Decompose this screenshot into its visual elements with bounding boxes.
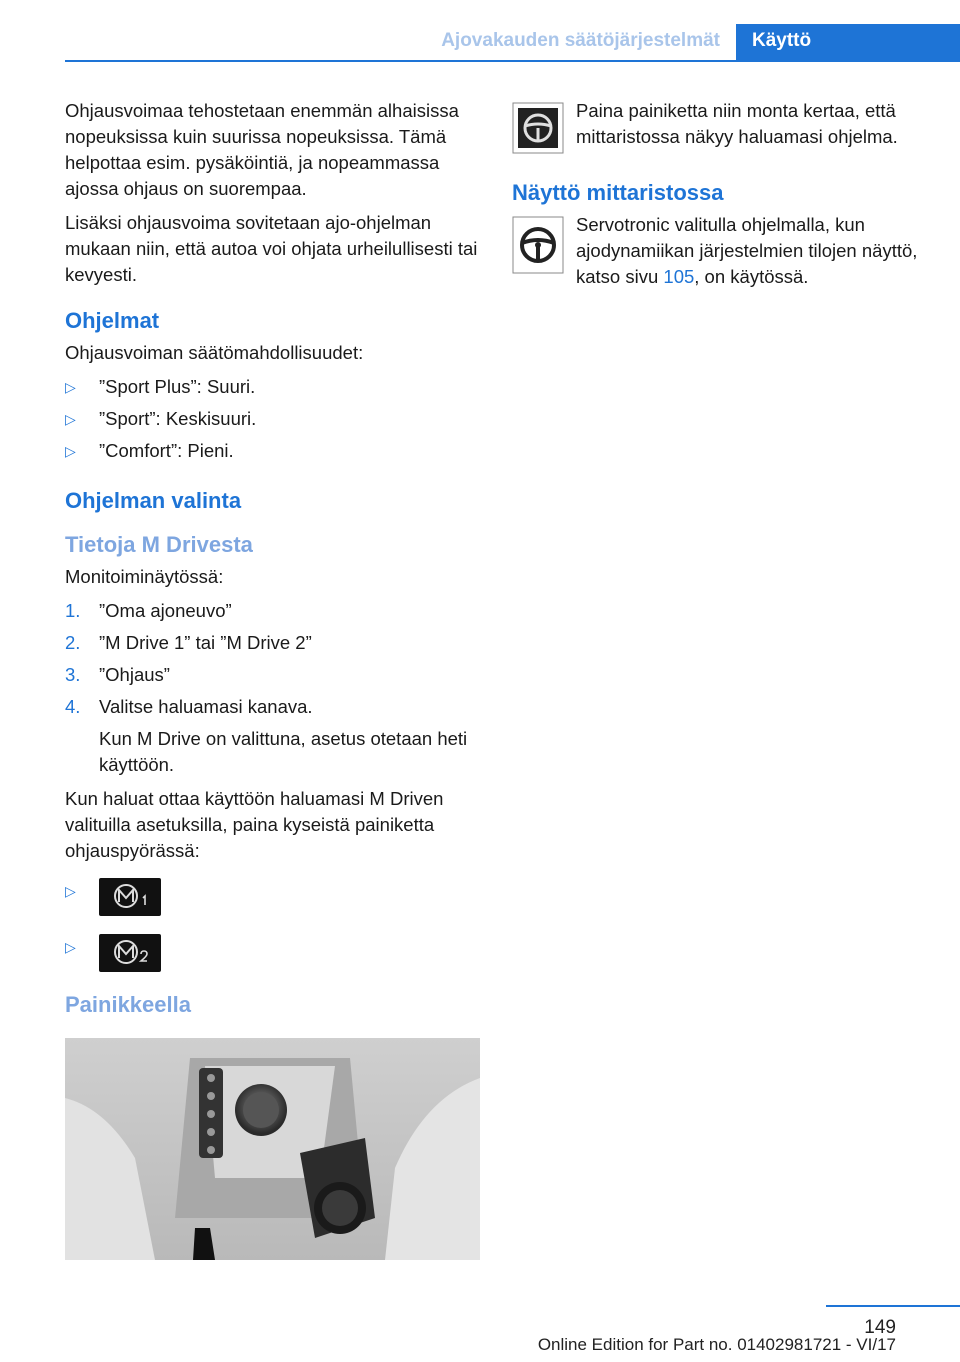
- header-section-title: Ajovakauden säätöjärjestelmät: [441, 30, 720, 51]
- header-rule: [65, 60, 960, 62]
- mdrive-intro: Monitoiminäytössä:: [65, 566, 224, 587]
- list-item: ▷ ”Sport Plus”: Suuri.: [65, 374, 483, 400]
- center-console-photo: [65, 1038, 480, 1260]
- steering-wheel-button-icon: [512, 102, 564, 154]
- paragraph-intro: Ohjausvoimaa tehostetaan enemmän alhaisissa nopeuksissa kuin suurissa nopeuksissa. Tämä helpottaa esim. pysäköintiä, ja nopeammassa ajossa ohjaus on suorempaa.: [65, 100, 459, 199]
- list-item: 3. ”Ohjaus”: [65, 664, 170, 685]
- steps-list: [65, 598, 483, 720]
- paragraph-display-text: Servotronic valitulla ohjelmalla, kun ajodynamiikan järjestelmien tilojen näyttö, katso sivu 105, on käytössä.: [576, 214, 918, 287]
- steering-wheel-indicator-icon: [512, 216, 564, 274]
- m-drive-1-button-icon: [99, 878, 161, 916]
- programs-intro: Ohjausvoiman säätömahdollisuudet:: [65, 342, 364, 363]
- heading-button: Painikkeella: [65, 992, 191, 1017]
- press-button-block: [512, 98, 932, 164]
- triangle-bullet-icon: ▷: [65, 883, 76, 899]
- triangle-bullet-icon: ▷: [65, 379, 76, 395]
- list-item: ▷ ”Sport”: Keskisuuri.: [65, 406, 483, 432]
- list-item: 1. ”Oma ajoneuvo”: [65, 600, 232, 621]
- edition-footer: Online Edition for Part no. 01402981721 - VI/17: [537, 1335, 896, 1354]
- heading-mdrive: Tietoja M Drivesta: [65, 532, 253, 557]
- footer-rule: [826, 1305, 960, 1307]
- step4-note: Kun M Drive on valittuna, asetus otetaan heti käyttöön.: [99, 728, 468, 775]
- paragraph-adaptation: Lisäksi ohjausvoima sovitetaan ajo-ohjelman mukaan niin, että autoa voi ohjata urheilullisesti tai kevyesti.: [65, 212, 478, 285]
- page-number: 149: [864, 1317, 896, 1338]
- triangle-bullet-icon: ▷: [65, 939, 76, 955]
- paragraph-press-button: Paina painiketta niin monta kertaa, että mittaristossa näkyy haluamasi ohjelma.: [576, 100, 898, 147]
- list-item: 4. Valitse haluamasi kanava.: [65, 696, 313, 717]
- triangle-bullet-icon: ▷: [65, 443, 76, 459]
- triangle-bullet-icon: ▷: [65, 411, 76, 427]
- heading-display: Näyttö mittaristossa: [512, 180, 724, 205]
- display-block: [512, 212, 932, 290]
- list-item: 2. ”M Drive 1” tai ”M Drive 2”: [65, 632, 312, 653]
- right-column: [512, 98, 932, 298]
- m-drive-2-button-icon: [99, 934, 161, 972]
- left-column: [65, 98, 483, 1267]
- heading-programs: Ohjelmat: [65, 308, 160, 333]
- programs-list: [65, 374, 483, 464]
- page-reference-link[interactable]: 105: [663, 266, 695, 287]
- mdrive1-item: [65, 878, 483, 924]
- mdrive2-item: [65, 934, 483, 980]
- paragraph-mdrive-buttons: Kun haluat ottaa käyttöön haluamasi M Driven valituilla asetuksilla, paina kyseistä painiketta ohjauspyörässä:: [65, 788, 444, 861]
- list-item: ▷ ”Comfort”: Pieni.: [65, 438, 483, 464]
- header-chapter-tab: Käyttö: [736, 24, 960, 62]
- heading-program-selection: Ohjelman valinta: [65, 488, 242, 513]
